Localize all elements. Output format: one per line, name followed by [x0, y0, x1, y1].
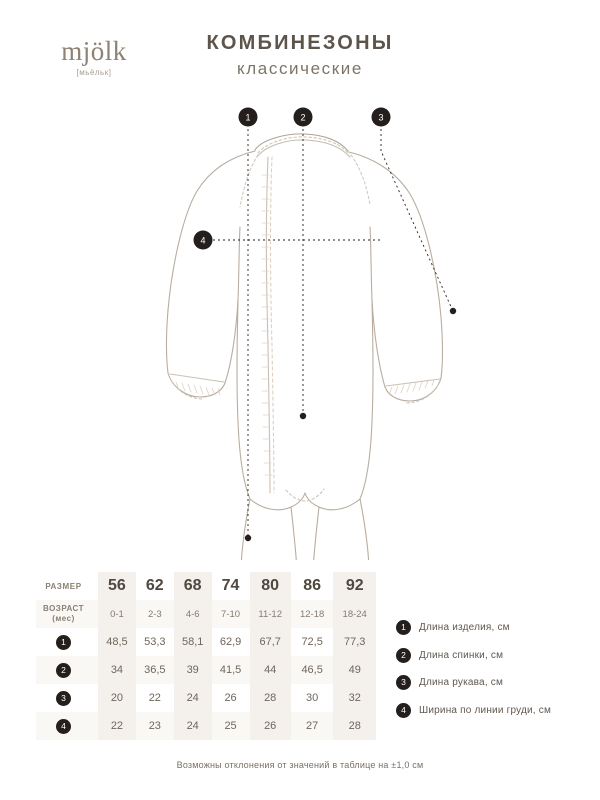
- m3-cell-0: 20: [98, 684, 136, 712]
- table-row: [36, 684, 376, 712]
- marker-1-label: 1: [245, 112, 251, 123]
- marker-4-label: 4: [200, 235, 206, 246]
- row-marker-3: [36, 684, 98, 712]
- age-cell-1: 2-3: [147, 608, 162, 620]
- tolerance-note: Возможны отклонения от значений в таблице на ±1,0 см: [176, 760, 424, 770]
- m3-cell-2: 24: [174, 684, 212, 712]
- size-header-4: 80: [250, 572, 291, 600]
- legend-label-4: Ширина по линии груди, см: [419, 704, 552, 716]
- m2-cell-0: 34: [98, 656, 136, 684]
- legend-item-3: [396, 675, 586, 690]
- marker-3-label: 3: [378, 112, 384, 123]
- table-row: [36, 628, 376, 656]
- row-marker-2: [36, 656, 98, 684]
- marker-3: [372, 108, 391, 127]
- m1-cell-3: 62,9: [219, 636, 242, 648]
- row-marker-1: [36, 628, 98, 656]
- row-label-age: ВОЗРАСТ (мес): [43, 604, 84, 623]
- age-cell-2: 4-6: [174, 600, 212, 628]
- m1-cell-0: 48,5: [98, 628, 136, 656]
- legend-badge-3: 3: [396, 675, 411, 690]
- romper-technical-drawing-svg: [0, 95, 600, 560]
- legend-label-1: Длина изделия, см: [419, 622, 510, 633]
- row-label-size: РАЗМЕР: [45, 581, 82, 591]
- m4-cell-6: 28: [333, 712, 376, 740]
- measurement-lines: [203, 129, 452, 535]
- size-table: [36, 572, 376, 740]
- legend-item-2: [396, 648, 586, 663]
- marker-4: [194, 231, 213, 250]
- m2-cell-3: 41,5: [219, 664, 242, 676]
- romper-diagram: [0, 95, 600, 560]
- m4-cell-2: 24: [174, 712, 212, 740]
- size-header-0: 56: [98, 572, 136, 600]
- m1-cell-1: 53,3: [144, 636, 166, 648]
- m1-cell-6: 77,3: [333, 628, 376, 656]
- m4-cell-5: 27: [306, 720, 319, 732]
- m1-cell-5: 72,5: [301, 636, 323, 648]
- size-header-2: 68: [174, 572, 212, 600]
- table-row-ages: [36, 600, 376, 628]
- age-cell-5: 12-18: [299, 608, 325, 620]
- m4-cell-0: 22: [98, 712, 136, 740]
- m3-cell-3: 26: [224, 692, 237, 704]
- m3-cell-5: 30: [306, 692, 319, 704]
- size-table-container: [36, 572, 376, 740]
- m2-cell-5: 46,5: [301, 664, 323, 676]
- brand-name: mjölk: [61, 36, 127, 66]
- m1-cell-4: 67,7: [250, 628, 291, 656]
- table-row: [36, 712, 376, 740]
- age-cell-4: 11-12: [250, 600, 291, 628]
- legend-item-1: [396, 620, 586, 635]
- size-header-3: 74: [221, 577, 240, 594]
- legend-item-4: [396, 703, 586, 718]
- m3-cell-1: 22: [148, 692, 161, 704]
- legend-badge-2: 2: [396, 648, 411, 663]
- title-main: КОМБИНЕЗОНЫ: [206, 32, 394, 54]
- size-header-1: 62: [145, 577, 164, 594]
- table-row: [36, 656, 376, 684]
- legend-badge-4: 4: [396, 703, 411, 718]
- m3-cell-4: 28: [250, 684, 291, 712]
- legend-label-3: Длина рукава, см: [419, 677, 504, 688]
- size-header-6: 92: [333, 572, 376, 600]
- m2-cell-2: 39: [174, 656, 212, 684]
- m4-cell-4: 26: [250, 712, 291, 740]
- m3-cell-6: 32: [333, 684, 376, 712]
- legend-label-2: Длина спинки, см: [419, 649, 504, 661]
- age-cell-6: 18-24: [333, 600, 376, 628]
- row-marker-4: [36, 712, 98, 740]
- table-marker-badge-3: 3: [56, 691, 71, 706]
- table-row-sizes: [36, 572, 376, 600]
- title-subtitle: классические: [237, 59, 363, 78]
- age-cell-3: 7-10: [221, 608, 241, 620]
- marker-2-label: 2: [300, 112, 306, 123]
- size-header-5: 86: [303, 577, 322, 594]
- marker-1: [239, 108, 258, 127]
- brand-tagline: [мьёльк]: [76, 68, 112, 77]
- m4-cell-3: 25: [224, 720, 237, 732]
- marker-2: [294, 108, 313, 127]
- page-title: [0, 32, 600, 79]
- measurement-legend: [396, 620, 586, 730]
- m2-cell-4: 44: [250, 656, 291, 684]
- age-cell-0: 0-1: [98, 600, 136, 628]
- m2-cell-6: 49: [333, 656, 376, 684]
- m4-cell-1: 23: [148, 720, 161, 732]
- m2-cell-1: 36,5: [144, 664, 166, 676]
- legend-badge-1: 1: [396, 620, 411, 635]
- measurement-endpoints: [245, 308, 456, 541]
- table-marker-badge-4: 4: [56, 719, 71, 734]
- table-marker-badge-1: 1: [56, 635, 71, 650]
- m1-cell-2: 58,1: [174, 628, 212, 656]
- table-marker-badge-2: 2: [56, 663, 71, 678]
